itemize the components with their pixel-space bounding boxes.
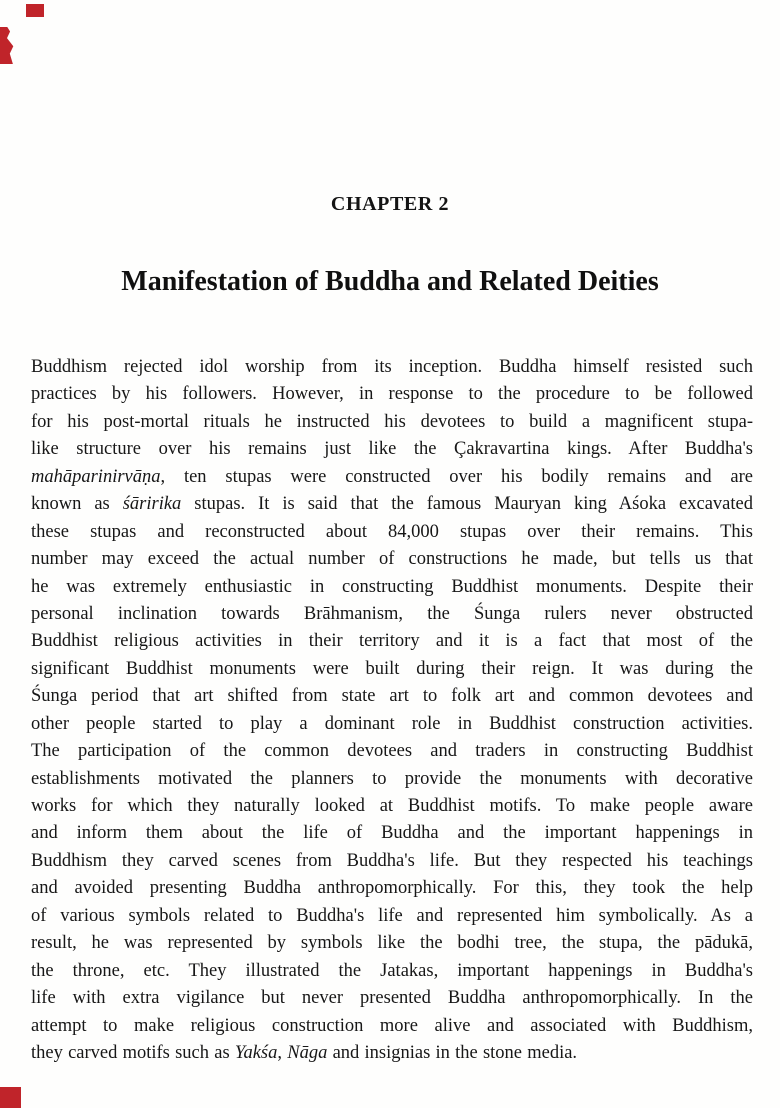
- text-run: Śunga period that art shifted from state art to folk art and common devotees and: [31, 686, 753, 707]
- text-line: [31, 601, 753, 628]
- text-line: [31, 519, 753, 546]
- italic-text-run: mahāparinirvāṇa: [31, 466, 161, 487]
- red-ink-mark-top-left: [26, 4, 44, 17]
- text-line: [31, 656, 753, 683]
- text-line: [31, 1040, 753, 1067]
- text-run: of various symbols related to Buddha's life and represented him symbolically. As a: [31, 905, 753, 926]
- text-line: [31, 738, 753, 765]
- text-line: [31, 820, 753, 847]
- text-line: [31, 464, 753, 491]
- text-line: [31, 491, 753, 518]
- text-run: known as: [31, 494, 123, 515]
- page-title: Manifestation of Buddha and Related Deities: [121, 266, 659, 297]
- red-ink-mark-bottom-left: [0, 1087, 21, 1108]
- text-line: [31, 875, 753, 902]
- text-run: attempt to make religious construction more alive and associated with Buddhism,: [31, 1015, 753, 1036]
- text-run: Buddhism rejected idol worship from its inception. Buddha himself resisted such: [31, 357, 753, 377]
- text-run: Buddhist religious activities in their territory and it is a fact that most of the: [31, 631, 753, 652]
- text-run: they carved motifs such as: [31, 1042, 235, 1063]
- text-run: ,: [277, 1042, 288, 1063]
- text-line: [31, 958, 753, 985]
- text-run: Buddhism they carved scenes from Buddha's life. But they respected his teachings: [31, 850, 753, 871]
- text-line: [31, 574, 753, 601]
- text-run: the throne, etc. They illustrated the Jatakas, important happenings in Buddha's: [31, 960, 753, 981]
- text-line: [31, 848, 753, 875]
- text-run: and inform them about the life of Buddha and the important happenings in: [31, 823, 753, 844]
- text-line: [31, 903, 753, 930]
- body-paragraph: [31, 354, 753, 1067]
- text-run: establishments motivated the planners to provide the monuments with decorative: [31, 768, 753, 789]
- text-run: these stupas and reconstructed about 84,000 stupas over their remains. This: [31, 521, 753, 542]
- text-line: [31, 628, 753, 655]
- text-line: [31, 546, 753, 573]
- text-line: [31, 409, 753, 436]
- text-line: [31, 381, 753, 408]
- text-run: he was extremely enthusiastic in constructing Buddhist monuments. Despite their: [31, 576, 753, 597]
- text-line: [31, 766, 753, 793]
- text-run: stupas. It is said that the famous Mauryan king Aśoka excavated: [181, 494, 753, 515]
- italic-text-run: śāririka: [122, 494, 182, 515]
- text-run: result, he was represented by symbols like the bodhi tree, the stupa, the pādukā,: [31, 933, 753, 954]
- text-run: like structure over his remains just like the Çakravartina kings. After Buddha's: [31, 439, 753, 460]
- chapter-label: CHAPTER 2: [330, 193, 450, 215]
- text-run: works for which they naturally looked at Buddhist motifs. To make people aware: [31, 796, 753, 816]
- text-line: [31, 985, 753, 1012]
- text-run: and avoided presenting Buddha anthropomorphically. For this, they took the help: [31, 878, 753, 899]
- text-line: [31, 930, 753, 957]
- text-run: other people started to play a dominant role in Buddhist construction activities.: [31, 713, 753, 734]
- text-line: [31, 436, 753, 463]
- italic-text-run: Nāga: [287, 1042, 328, 1063]
- text-run: personal inclination towards Brāhmanism, the Śunga rulers never obstructed: [31, 603, 753, 624]
- text-run: practices by his followers. However, in response to the procedure to be followed: [31, 384, 753, 405]
- text-run: for his post-mortal rituals he instructed his devotees to build a magnificent stupa-: [31, 411, 753, 432]
- text-line: [31, 354, 753, 381]
- text-run: number may exceed the actual number of constructions he made, but tells us that: [31, 549, 753, 570]
- text-run: life with extra vigilance but never presented Buddha anthropomorphically. In the: [31, 988, 753, 1009]
- text-run: significant Buddhist monuments were built during their reign. It was during the: [31, 658, 753, 679]
- italic-text-run: Yakśa: [234, 1042, 278, 1063]
- text-run: , ten stupas were constructed over his bodily remains and are: [160, 466, 753, 487]
- text-line: [31, 711, 753, 738]
- red-ink-mark-left-edge: [0, 27, 14, 64]
- text-line: [31, 683, 753, 710]
- text-line: [31, 793, 753, 820]
- text-run: and insignias in the stone media.: [327, 1042, 578, 1063]
- text-run: The participation of the common devotees and traders in constructing Buddhist: [31, 741, 753, 762]
- text-line: [31, 1013, 753, 1040]
